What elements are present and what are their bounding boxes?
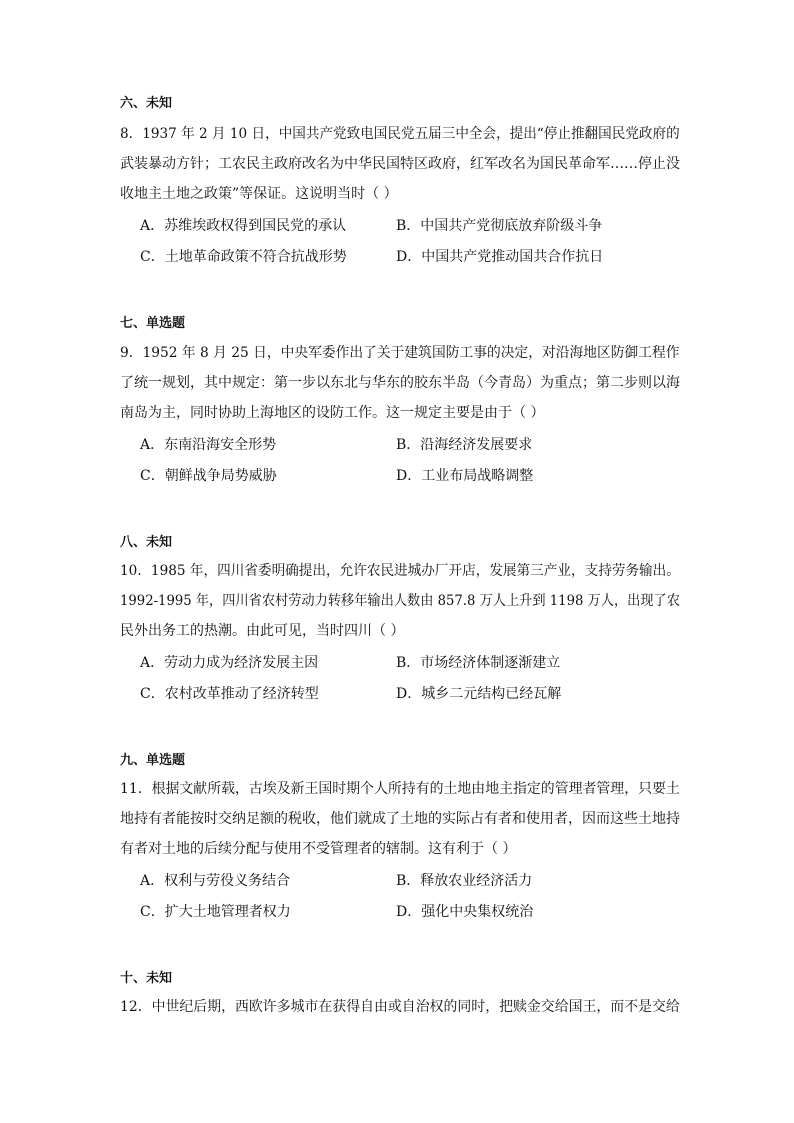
question-11-option-a: A．权利与劳役义务结合: [140, 873, 291, 889]
question-11-option-c: C．扩大土地管理者权力: [140, 904, 291, 920]
question-11-option-d: D．强化中央集权统治: [396, 904, 534, 920]
question-10-line-2: 1992-1995 年，四川省农村劳动力转移年输出人数由 857.8 万人上升到 1198 万人，出现了农: [120, 593, 680, 609]
question-9-line-3: 南岛为主，同时协助上海地区的设防工作。这一规定主要是由于（ ）: [120, 405, 545, 421]
question-9-option-d: D．工业布局战略调整: [396, 468, 534, 484]
question-8-line-3: 收地主土地之政策”等保证。这说明当时（ ）: [120, 186, 398, 202]
question-8-option-d: D．中国共产党推动国共合作抗日: [396, 249, 604, 265]
section-heading: 九、单选题: [120, 753, 186, 768]
question-11-line-1: 11．根据文献所载，古埃及新王国时期个人所持有的土地由地主指定的管理者管理，只要土: [120, 781, 680, 797]
question-10-option-d: D．城乡二元结构已经瓦解: [396, 686, 562, 702]
question-10-line-3: 民外出务工的热潮。由此可见，当时四川（ ）: [120, 623, 405, 639]
question-9-line-1: 9．1952 年 8 月 25 日，中央军委作出了关于建筑国防工事的决定，对沿海地区防御工程作: [120, 345, 680, 361]
question-8-option-b: B．中国共产党彻底放弃阶级斗争: [396, 218, 603, 234]
question-11-line-3: 有者对土地的后续分配与使用不受管理者的辖制。这有利于（ ）: [120, 841, 517, 857]
question-8-line-2: 武装暴动方针；工农民主政府改名为中华民国特区政府，红军改名为国民革命军……停止没: [120, 156, 680, 172]
question-9-line-2: 了统一规划，其中规定：第一步以东北与华东的胶东半岛（今青岛）为重点；第二步则以海: [120, 375, 680, 391]
section-heading: 八、未知: [120, 535, 173, 550]
question-12-line-1: 12．中世纪后期，西欧许多城市在获得自由或自治权的同时，把赎金交给国王，而不是交给: [120, 999, 680, 1015]
section-heading: 七、单选题: [120, 316, 186, 331]
section-heading: 十、未知: [120, 971, 173, 986]
question-9-option-a: A．东南沿海安全形势: [140, 437, 277, 453]
question-9-option-b: B．沿海经济发展要求: [396, 437, 533, 453]
question-8-line-1: 8．1937 年 2 月 10 日，中国共产党致电国民党五届三中全会，提出“停止推翻国民党政府的: [120, 126, 680, 142]
question-10-option-c: C．农村改革推动了经济转型: [140, 686, 319, 702]
question-11-line-2: 地持有者能按时交纳足额的税收，他们就成了土地的实际占有者和使用者，因而这些土地持: [120, 811, 680, 827]
question-8-option-a: A．苏维埃政权得到国民党的承认: [140, 218, 347, 234]
question-11-option-b: B．释放农业经济活力: [396, 873, 533, 889]
question-10-line-1: 10．1985 年，四川省委明确提出，允许农民进城办厂开店，发展第三产业，支持劳务输出。: [120, 563, 680, 579]
question-8-option-c: C．土地革命政策不符合抗战形势: [140, 249, 347, 265]
question-10-option-b: B．市场经济体制逐渐建立: [396, 655, 561, 671]
section-heading: 六、未知: [120, 96, 173, 111]
question-9-option-c: C．朝鲜战争局势威胁: [140, 468, 277, 484]
question-10-option-a: A．劳动力成为经济发展主因: [140, 655, 319, 671]
